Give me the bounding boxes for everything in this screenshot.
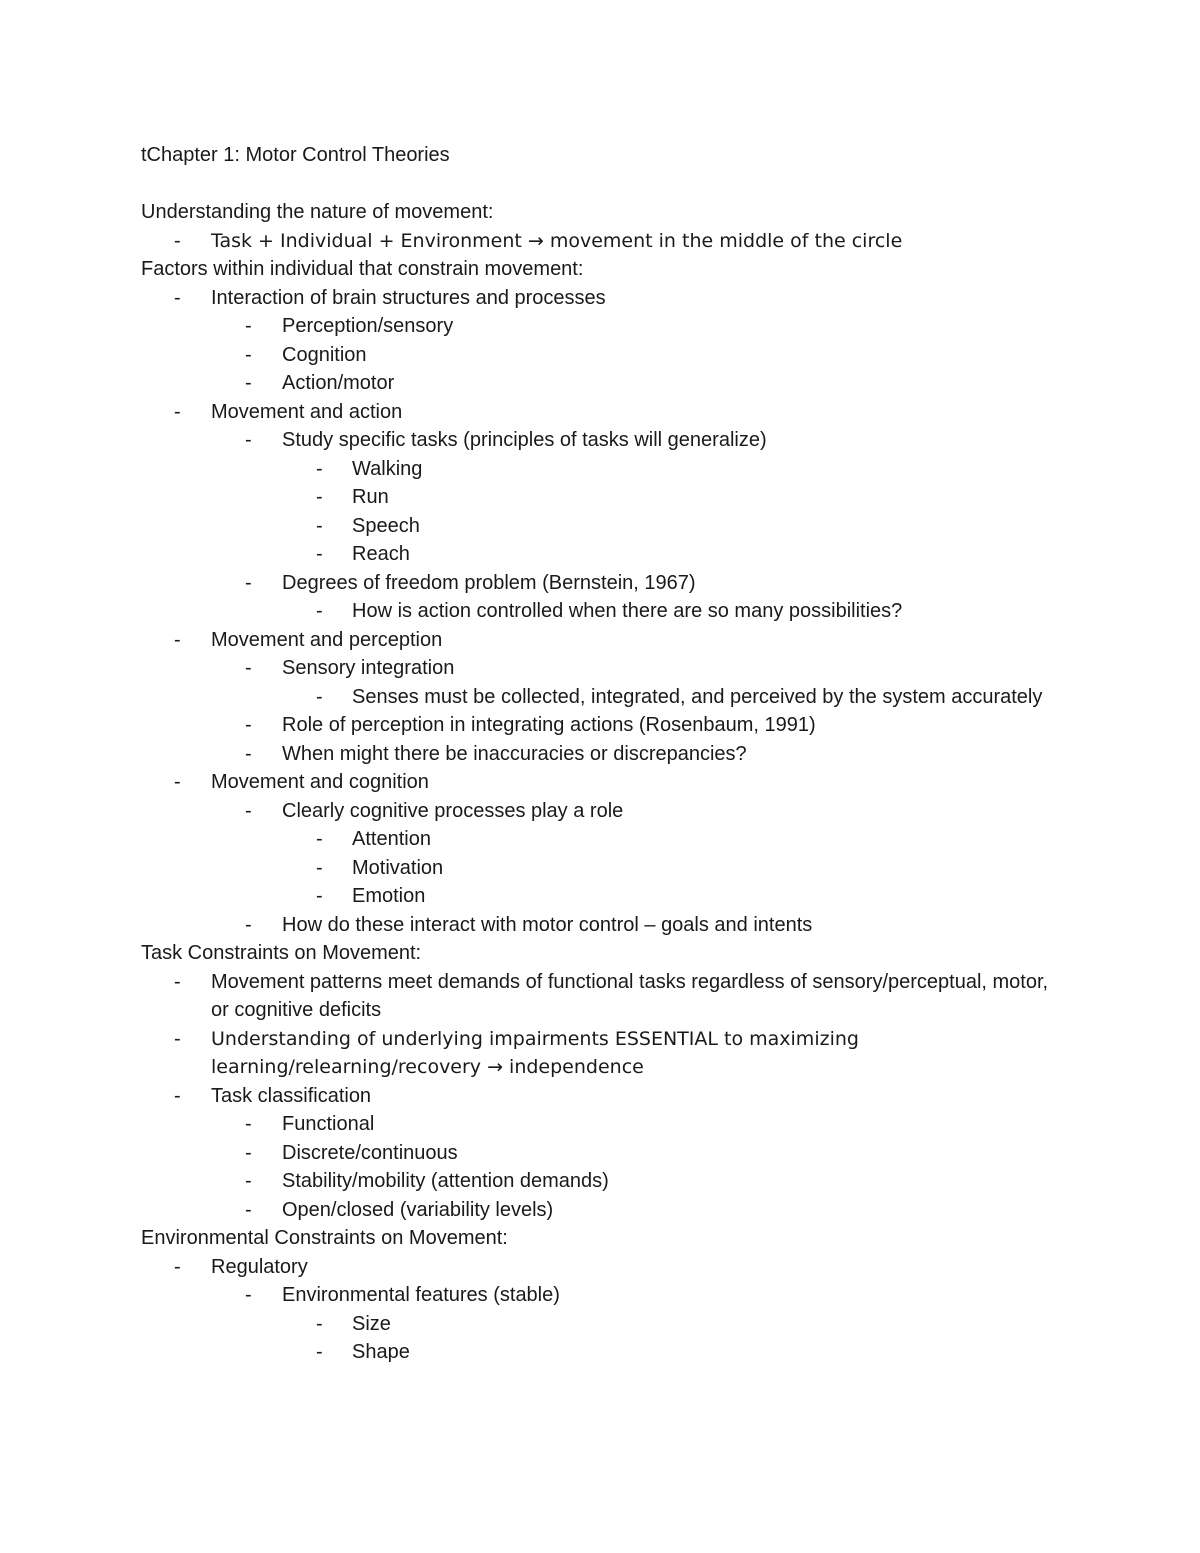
list-item [141, 683, 1071, 712]
list-item [141, 654, 1071, 683]
list-item [141, 740, 1071, 769]
item-text: Emotion [352, 885, 426, 907]
bullet-dash: - [245, 1198, 252, 1221]
item-text: Speech [352, 514, 420, 537]
item-text: Open/closed (variability levels) [282, 1198, 554, 1221]
list-item [141, 768, 1071, 797]
list-item [141, 284, 1071, 313]
item-text: Clearly cognitive processes play a role [282, 799, 624, 822]
bullet-dash: - [316, 885, 323, 907]
list-item [141, 341, 1071, 370]
bullet-dash: - [174, 400, 181, 423]
outline-body [141, 198, 1071, 1367]
item-text: Movement and cognition [211, 771, 429, 793]
item-text: Action/motor [282, 372, 395, 394]
list-item [141, 512, 1071, 541]
list-item [141, 540, 1071, 569]
list-item [141, 483, 1071, 512]
document-title: tChapter 1: Motor Control Theories [141, 144, 450, 166]
bullet-dash: - [316, 600, 323, 622]
item-text: Task Constraints on Movement: [141, 942, 422, 964]
list-item [141, 626, 1071, 655]
bullet-dash: - [316, 543, 323, 565]
bullet-dash: - [316, 457, 323, 480]
item-text: Task + Individual + Environment → movement in the middle of the circle [211, 229, 903, 252]
list-item [141, 369, 1071, 398]
item-text: How is action controlled when there are so many possibilities? [352, 600, 903, 622]
bullet-dash: - [174, 1027, 181, 1050]
bullet-dash: - [316, 1341, 323, 1363]
bullet-dash: - [245, 372, 252, 394]
bullet-dash: - [245, 913, 252, 936]
list-item [141, 1139, 1071, 1168]
item-text: Environmental Constraints on Movement: [141, 1227, 508, 1249]
list-item [141, 398, 1071, 427]
item-text: Regulatory [211, 1255, 308, 1278]
list-item [141, 312, 1071, 341]
item-text: Study specific tasks (principles of tasks will generalize) [282, 429, 767, 451]
bullet-dash: - [245, 315, 252, 337]
bullet-dash: - [316, 856, 323, 879]
bullet-dash: - [245, 1141, 252, 1164]
item-text: Movement and action [211, 400, 403, 423]
item-text: Cognition [282, 343, 367, 366]
list-item [141, 797, 1071, 826]
list-item [141, 1196, 1071, 1225]
list-item [141, 1310, 1071, 1339]
bullet-dash: - [316, 486, 323, 508]
item-text: Movement patterns meet demands of functional tasks regardless of sensory/perceptual, motor, or cognitive deficits [211, 970, 1049, 1021]
section-heading [141, 255, 1071, 284]
bullet-dash: - [245, 1170, 252, 1192]
list-item [141, 1082, 1071, 1111]
bullet-dash: - [245, 799, 252, 822]
bullet-dash: - [245, 1113, 252, 1135]
list-item [141, 1167, 1071, 1196]
item-text: Understanding the nature of movement: [141, 201, 494, 223]
item-text: How do these interact with motor control – goals and intents [282, 913, 813, 936]
list-item [141, 1025, 1071, 1082]
bullet-dash: - [245, 429, 252, 451]
bullet-dash: - [174, 771, 181, 793]
section-heading [141, 1224, 1071, 1253]
bullet-dash: - [174, 970, 181, 993]
bullet-dash: - [245, 714, 252, 736]
list-item [141, 597, 1071, 626]
list-item [141, 711, 1071, 740]
item-text: Attention [352, 828, 431, 850]
item-text: Stability/mobility (attention demands) [282, 1170, 609, 1192]
bullet-dash: - [245, 1284, 252, 1306]
item-text: Functional [282, 1113, 375, 1135]
item-text: When might there be inaccuracies or discrepancies? [282, 742, 747, 765]
item-text: Discrete/continuous [282, 1141, 458, 1164]
bullet-dash: - [174, 1084, 181, 1107]
list-item [141, 911, 1071, 940]
bullet-dash: - [174, 286, 181, 309]
bullet-dash: - [316, 685, 323, 708]
list-item [141, 854, 1071, 883]
list-item [141, 1110, 1071, 1139]
bullet-dash: - [316, 514, 323, 537]
bullet-dash: - [316, 1312, 323, 1335]
item-text: Reach [352, 543, 410, 565]
bullet-dash: - [245, 742, 252, 765]
list-item [141, 882, 1071, 911]
bullet-dash: - [245, 343, 252, 366]
bullet-dash: - [245, 571, 252, 594]
item-text: Run [352, 486, 389, 508]
bullet-dash: - [174, 628, 181, 651]
item-text: Movement and perception [211, 628, 443, 651]
item-text: Sensory integration [282, 657, 455, 679]
list-item [141, 1281, 1071, 1310]
item-text: Interaction of brain structures and processes [211, 286, 606, 309]
item-text: Factors within individual that constrain movement: [141, 258, 584, 280]
section-heading [141, 198, 1071, 227]
item-text: Senses must be collected, integrated, and perceived by the system accurately [352, 685, 1043, 708]
list-item [141, 569, 1071, 598]
list-item [141, 227, 1071, 256]
item-text: Environmental features (stable) [282, 1284, 560, 1306]
item-text: Degrees of freedom problem (Bernstein, 1967) [282, 571, 696, 594]
list-item [141, 426, 1071, 455]
list-item [141, 1338, 1071, 1367]
item-text: Size [352, 1312, 391, 1335]
list-item [141, 1253, 1071, 1282]
item-text: Motivation [352, 856, 444, 879]
item-text: Walking [352, 457, 423, 480]
bullet-dash: - [174, 1255, 181, 1278]
item-text: Role of perception in integrating actions (Rosenbaum, 1991) [282, 714, 816, 736]
bullet-dash: - [174, 229, 181, 252]
section-heading [141, 939, 1071, 968]
item-text: Understanding of underlying impairments ESSENTIAL to maximizing learning/relearning/recovery → independence [211, 1027, 859, 1078]
list-item [141, 968, 1071, 1025]
bullet-dash: - [316, 828, 323, 850]
item-text: Shape [352, 1341, 410, 1363]
item-text: Task classification [211, 1084, 372, 1107]
list-item [141, 825, 1071, 854]
list-item [141, 455, 1071, 484]
item-text: Perception/sensory [282, 315, 454, 337]
bullet-dash: - [245, 657, 252, 679]
